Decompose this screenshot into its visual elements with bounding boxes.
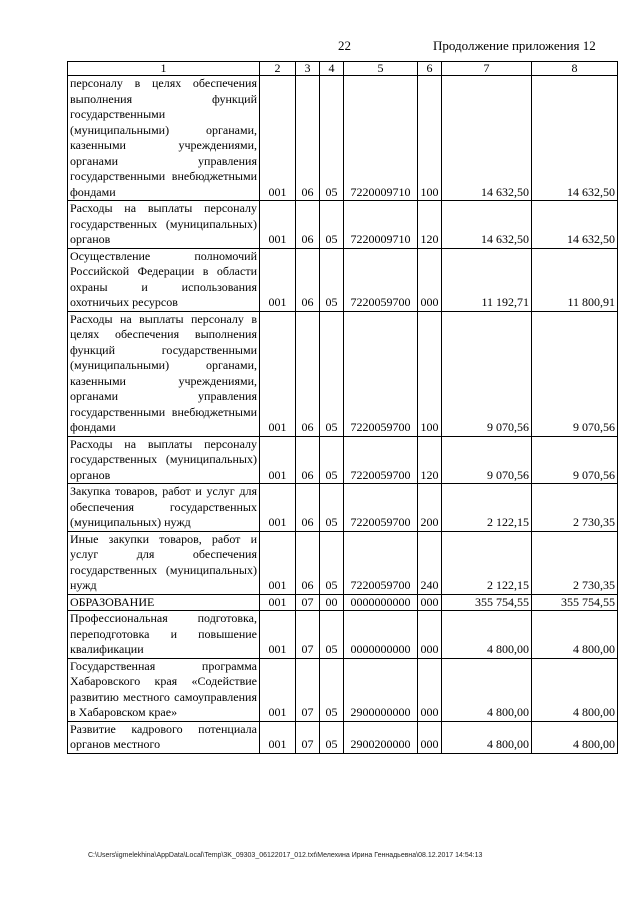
subsection-cell: 05 <box>320 436 344 484</box>
amount-2018-cell: 14 632,50 <box>442 76 532 201</box>
expense-type-cell: 240 <box>418 531 442 594</box>
amount-2018-cell: 4 800,00 <box>442 611 532 659</box>
expense-type-cell: 120 <box>418 436 442 484</box>
section-cell: 06 <box>296 436 320 484</box>
table-row <box>68 484 618 532</box>
section-cell: 07 <box>296 721 320 753</box>
section-cell: 06 <box>296 201 320 249</box>
amount-2019-cell: 9 070,56 <box>532 436 618 484</box>
table-row <box>68 201 618 249</box>
admin-code-cell: 001 <box>260 436 296 484</box>
target-article-cell: 7220059700 <box>344 436 418 484</box>
table-row <box>68 76 618 201</box>
budget-table <box>67 61 618 754</box>
amount-2019-cell: 9 070,56 <box>532 311 618 436</box>
amount-2018-cell: 14 632,50 <box>442 201 532 249</box>
amount-2019-cell: 4 800,00 <box>532 658 618 721</box>
expense-type-cell: 000 <box>418 721 442 753</box>
target-article-cell: 7220059700 <box>344 531 418 594</box>
target-article-cell: 2900200000 <box>344 721 418 753</box>
column-header: 3 <box>296 62 320 76</box>
target-article-cell: 2900000000 <box>344 658 418 721</box>
admin-code-cell: 001 <box>260 721 296 753</box>
column-header: 6 <box>418 62 442 76</box>
admin-code-cell: 001 <box>260 531 296 594</box>
amount-2019-cell: 14 632,50 <box>532 201 618 249</box>
table-row <box>68 594 618 611</box>
amount-2018-cell: 4 800,00 <box>442 658 532 721</box>
admin-code-cell: 001 <box>260 484 296 532</box>
target-article-cell: 7220009710 <box>344 76 418 201</box>
table-row <box>68 436 618 484</box>
admin-code-cell: 001 <box>260 658 296 721</box>
target-article-cell: 7220009710 <box>344 201 418 249</box>
subsection-cell: 05 <box>320 248 344 311</box>
subsection-cell: 05 <box>320 76 344 201</box>
section-cell: 06 <box>296 531 320 594</box>
row-name-cell: Расходы на выплаты персоналу государственных (муниципальных) органов <box>68 436 260 484</box>
row-name-cell: Расходы на выплаты персоналу в целях обеспечения выполнения функций государственными (муниципальными) органами, казенными учреждениями, органами управления государственными внебюджетными фондами <box>68 311 260 436</box>
file-path-footer: C:\Users\igmelekhina\AppData\Local\Temp\3K_09303_06122017_012.txt\Мелехина Ирина Геннадьевна\08.12.2017 14:54:13 <box>88 852 483 859</box>
section-cell: 06 <box>296 248 320 311</box>
target-article-cell: 7220059700 <box>344 484 418 532</box>
row-name-cell: Осуществление полномочий Российской Федерации в области охраны и использования охотничьих ресурсов <box>68 248 260 311</box>
amount-2019-cell: 14 632,50 <box>532 76 618 201</box>
amount-2018-cell: 2 122,15 <box>442 484 532 532</box>
expense-type-cell: 000 <box>418 611 442 659</box>
amount-2019-cell: 2 730,35 <box>532 484 618 532</box>
expense-type-cell: 000 <box>418 658 442 721</box>
amount-2018-cell: 9 070,56 <box>442 436 532 484</box>
subsection-cell: 05 <box>320 658 344 721</box>
amount-2018-cell: 355 754,55 <box>442 594 532 611</box>
row-name-cell: Расходы на выплаты персоналу государственных (муниципальных) органов <box>68 201 260 249</box>
amount-2018-cell: 2 122,15 <box>442 531 532 594</box>
table-row <box>68 531 618 594</box>
subsection-cell: 05 <box>320 531 344 594</box>
section-cell: 06 <box>296 76 320 201</box>
admin-code-cell: 001 <box>260 76 296 201</box>
table-row <box>68 611 618 659</box>
subsection-cell: 05 <box>320 611 344 659</box>
subsection-cell: 05 <box>320 201 344 249</box>
row-name-cell: Профессиональная подготовка, переподготовка и повышение квалификации <box>68 611 260 659</box>
amount-2019-cell: 2 730,35 <box>532 531 618 594</box>
target-article-cell: 7220059700 <box>344 311 418 436</box>
expense-type-cell: 200 <box>418 484 442 532</box>
table-row <box>68 721 618 753</box>
admin-code-cell: 001 <box>260 611 296 659</box>
table-header-row <box>68 62 618 76</box>
section-cell: 07 <box>296 594 320 611</box>
amount-2018-cell: 11 192,71 <box>442 248 532 311</box>
subsection-cell: 00 <box>320 594 344 611</box>
row-name-cell: Государственная программа Хабаровского края «Содействие развитию местного самоуправления в Хабаровском крае» <box>68 658 260 721</box>
target-article-cell: 0000000000 <box>344 594 418 611</box>
section-cell: 07 <box>296 658 320 721</box>
amount-2019-cell: 355 754,55 <box>532 594 618 611</box>
target-article-cell: 7220059700 <box>344 248 418 311</box>
column-header: 5 <box>344 62 418 76</box>
column-header: 2 <box>260 62 296 76</box>
admin-code-cell: 001 <box>260 248 296 311</box>
section-cell: 06 <box>296 484 320 532</box>
row-name-cell: ОБРАЗОВАНИЕ <box>68 594 260 611</box>
expense-type-cell: 120 <box>418 201 442 249</box>
expense-type-cell: 000 <box>418 594 442 611</box>
expense-type-cell: 100 <box>418 311 442 436</box>
table-row <box>68 311 618 436</box>
row-name-cell: персоналу в целях обеспечения выполнения функций государственными (муниципальными) органами, казенными учреждениями, органами управления государственными внебюджетными фондами <box>68 76 260 201</box>
admin-code-cell: 001 <box>260 594 296 611</box>
expense-type-cell: 000 <box>418 248 442 311</box>
page-header-title: Продолжение приложения 12 <box>433 38 596 53</box>
subsection-cell: 05 <box>320 311 344 436</box>
section-cell: 07 <box>296 611 320 659</box>
amount-2018-cell: 4 800,00 <box>442 721 532 753</box>
row-name-cell: Развитие кадрового потенциала органов местного <box>68 721 260 753</box>
expense-type-cell: 100 <box>418 76 442 201</box>
row-name-cell: Закупка товаров, работ и услуг для обеспечения государственных (муниципальных) нужд <box>68 484 260 532</box>
subsection-cell: 05 <box>320 721 344 753</box>
column-header: 1 <box>68 62 260 76</box>
amount-2019-cell: 4 800,00 <box>532 721 618 753</box>
amount-2018-cell: 9 070,56 <box>442 311 532 436</box>
table-row <box>68 248 618 311</box>
row-name-cell: Иные закупки товаров, работ и услуг для обеспечения государственных (муниципальных) нужд <box>68 531 260 594</box>
column-header: 8 <box>532 62 618 76</box>
column-header: 4 <box>320 62 344 76</box>
subsection-cell: 05 <box>320 484 344 532</box>
admin-code-cell: 001 <box>260 311 296 436</box>
amount-2019-cell: 11 800,91 <box>532 248 618 311</box>
target-article-cell: 0000000000 <box>344 611 418 659</box>
admin-code-cell: 001 <box>260 201 296 249</box>
section-cell: 06 <box>296 311 320 436</box>
column-header: 7 <box>442 62 532 76</box>
table-row <box>68 658 618 721</box>
page-number: 22 <box>338 38 351 53</box>
amount-2019-cell: 4 800,00 <box>532 611 618 659</box>
